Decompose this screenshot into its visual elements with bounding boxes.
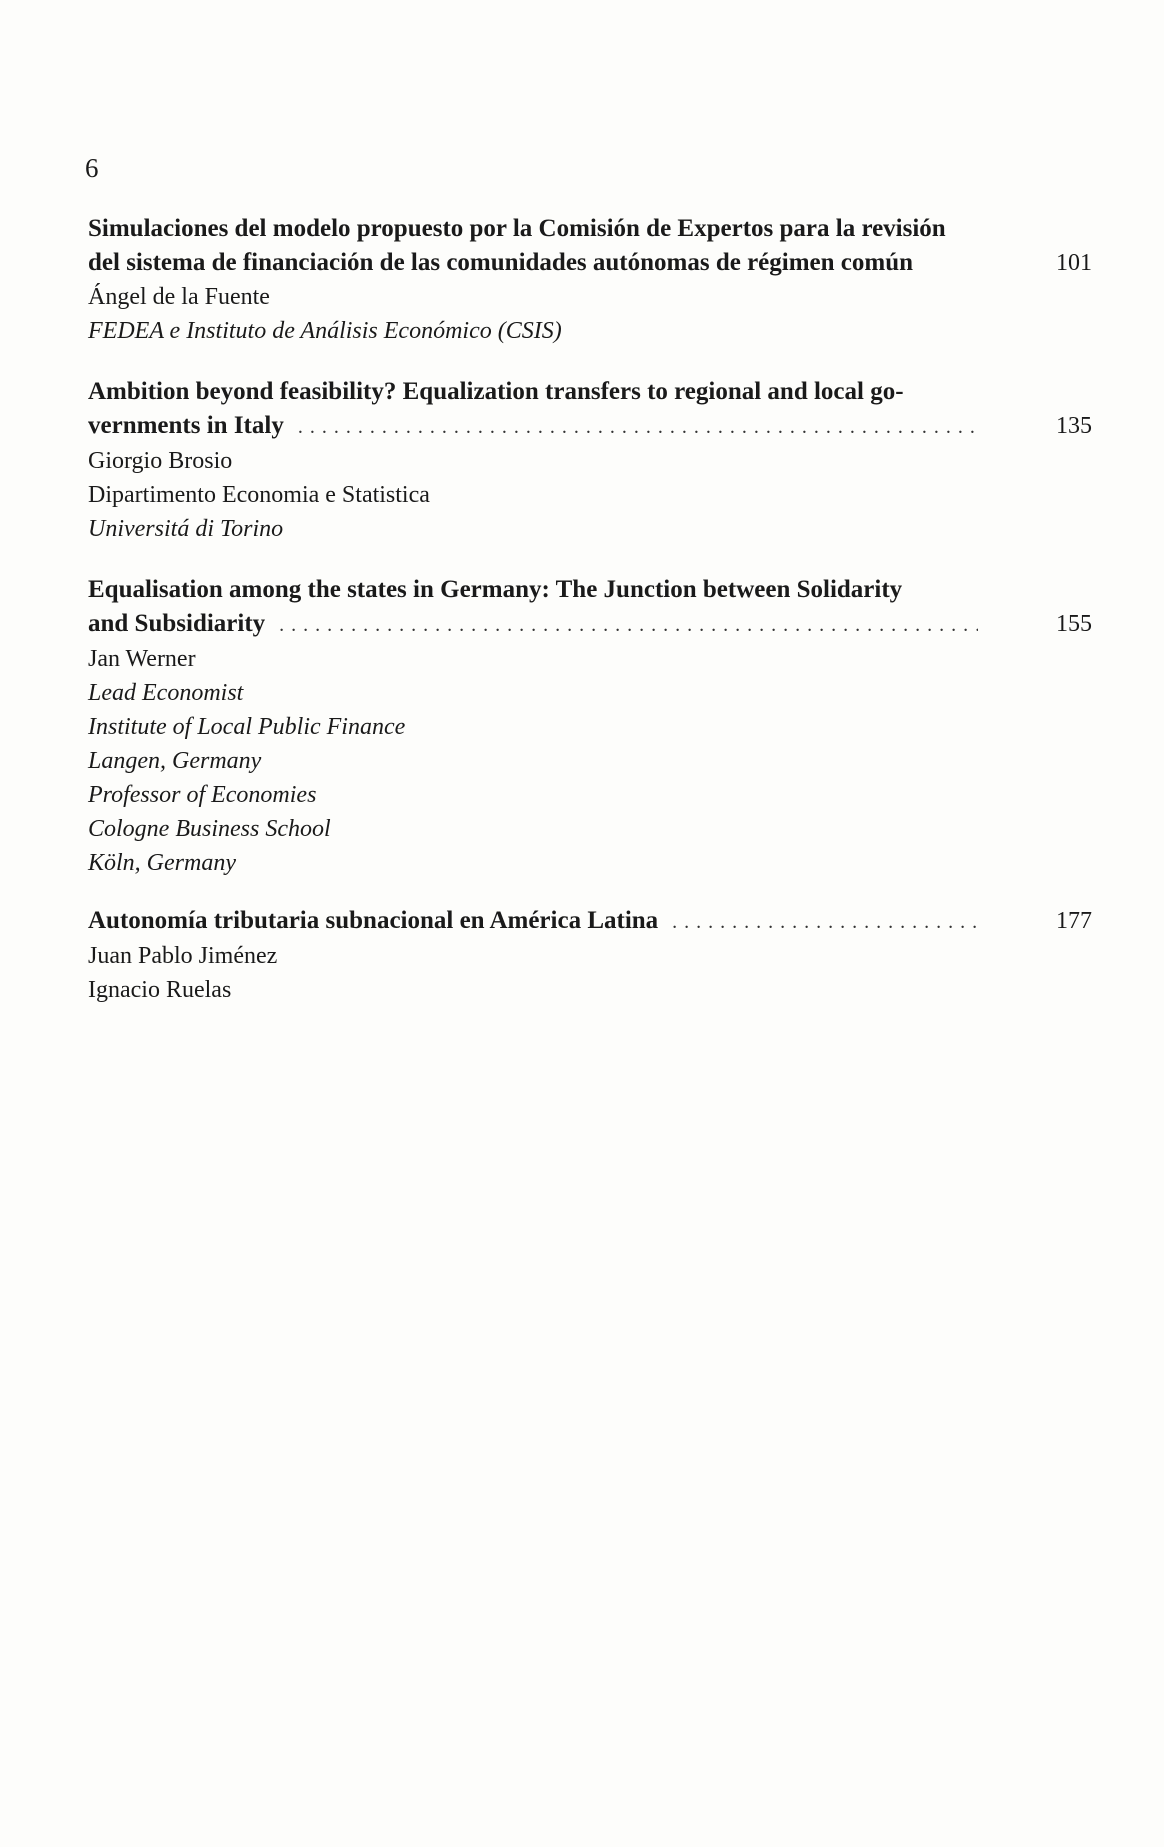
author-affiliation: Cologne Business School xyxy=(88,816,331,842)
entry-title xyxy=(88,212,978,280)
entry-authors xyxy=(88,444,1098,546)
author-name: Giorgio Brosio xyxy=(88,448,233,474)
dot-leader xyxy=(658,905,978,939)
entry-title-line: vernments in Italy xyxy=(88,412,284,439)
entry-title-line: Simulaciones del modelo propuesto por la Comisión de Expertos para la revisión xyxy=(88,215,946,242)
author-affiliation: FEDEA e Instituto de Análisis Económico (CSIS) xyxy=(88,318,562,344)
dot-leader xyxy=(284,410,978,444)
author-role: Lead Economist xyxy=(88,680,244,706)
entry-page-number: 155 xyxy=(1056,611,1092,637)
entry-title-line: and Subsidiarity xyxy=(88,610,266,637)
author-name: Ignacio Ruelas xyxy=(88,977,232,1003)
toc-entry xyxy=(88,375,1098,546)
entry-authors xyxy=(88,642,1098,880)
author-location: Langen, Germany xyxy=(88,748,262,774)
entry-title xyxy=(88,904,978,939)
dot-leader xyxy=(265,608,978,642)
entry-page-number: 177 xyxy=(1056,908,1092,934)
author-department: Dipartimento Economia e Statistica xyxy=(88,482,430,508)
entry-title-line: del sistema de financiación de las comunidades autónomas de régimen común xyxy=(88,249,914,276)
entry-title-line: Equalisation among the states in Germany: The Junction between Solidarity xyxy=(88,576,903,603)
entry-title xyxy=(88,573,978,642)
author-affiliation: Universitá di Torino xyxy=(88,516,284,542)
toc-entry xyxy=(88,212,1098,348)
entry-title-line: Autonomía tributaria subnacional en América Latina xyxy=(88,907,659,934)
entry-title-line: Ambition beyond feasibility? Equalization transfers to regional and local go- xyxy=(88,378,904,405)
author-role: Professor of Economies xyxy=(88,782,317,808)
author-affiliation: Institute of Local Public Finance xyxy=(88,714,406,740)
toc-entry xyxy=(88,573,1098,880)
author-name: Ángel de la Fuente xyxy=(88,284,270,310)
author-location: Köln, Germany xyxy=(88,850,236,876)
entry-authors xyxy=(88,280,1098,348)
author-name: Juan Pablo Jiménez xyxy=(88,943,278,969)
entry-page-number: 101 xyxy=(1056,250,1092,276)
toc-entry xyxy=(88,904,1098,1007)
entry-title xyxy=(88,375,978,444)
entry-page-number: 135 xyxy=(1056,413,1092,439)
author-name: Jan Werner xyxy=(88,646,196,672)
entry-authors xyxy=(88,939,1098,1007)
page-number: 6 xyxy=(85,153,99,183)
